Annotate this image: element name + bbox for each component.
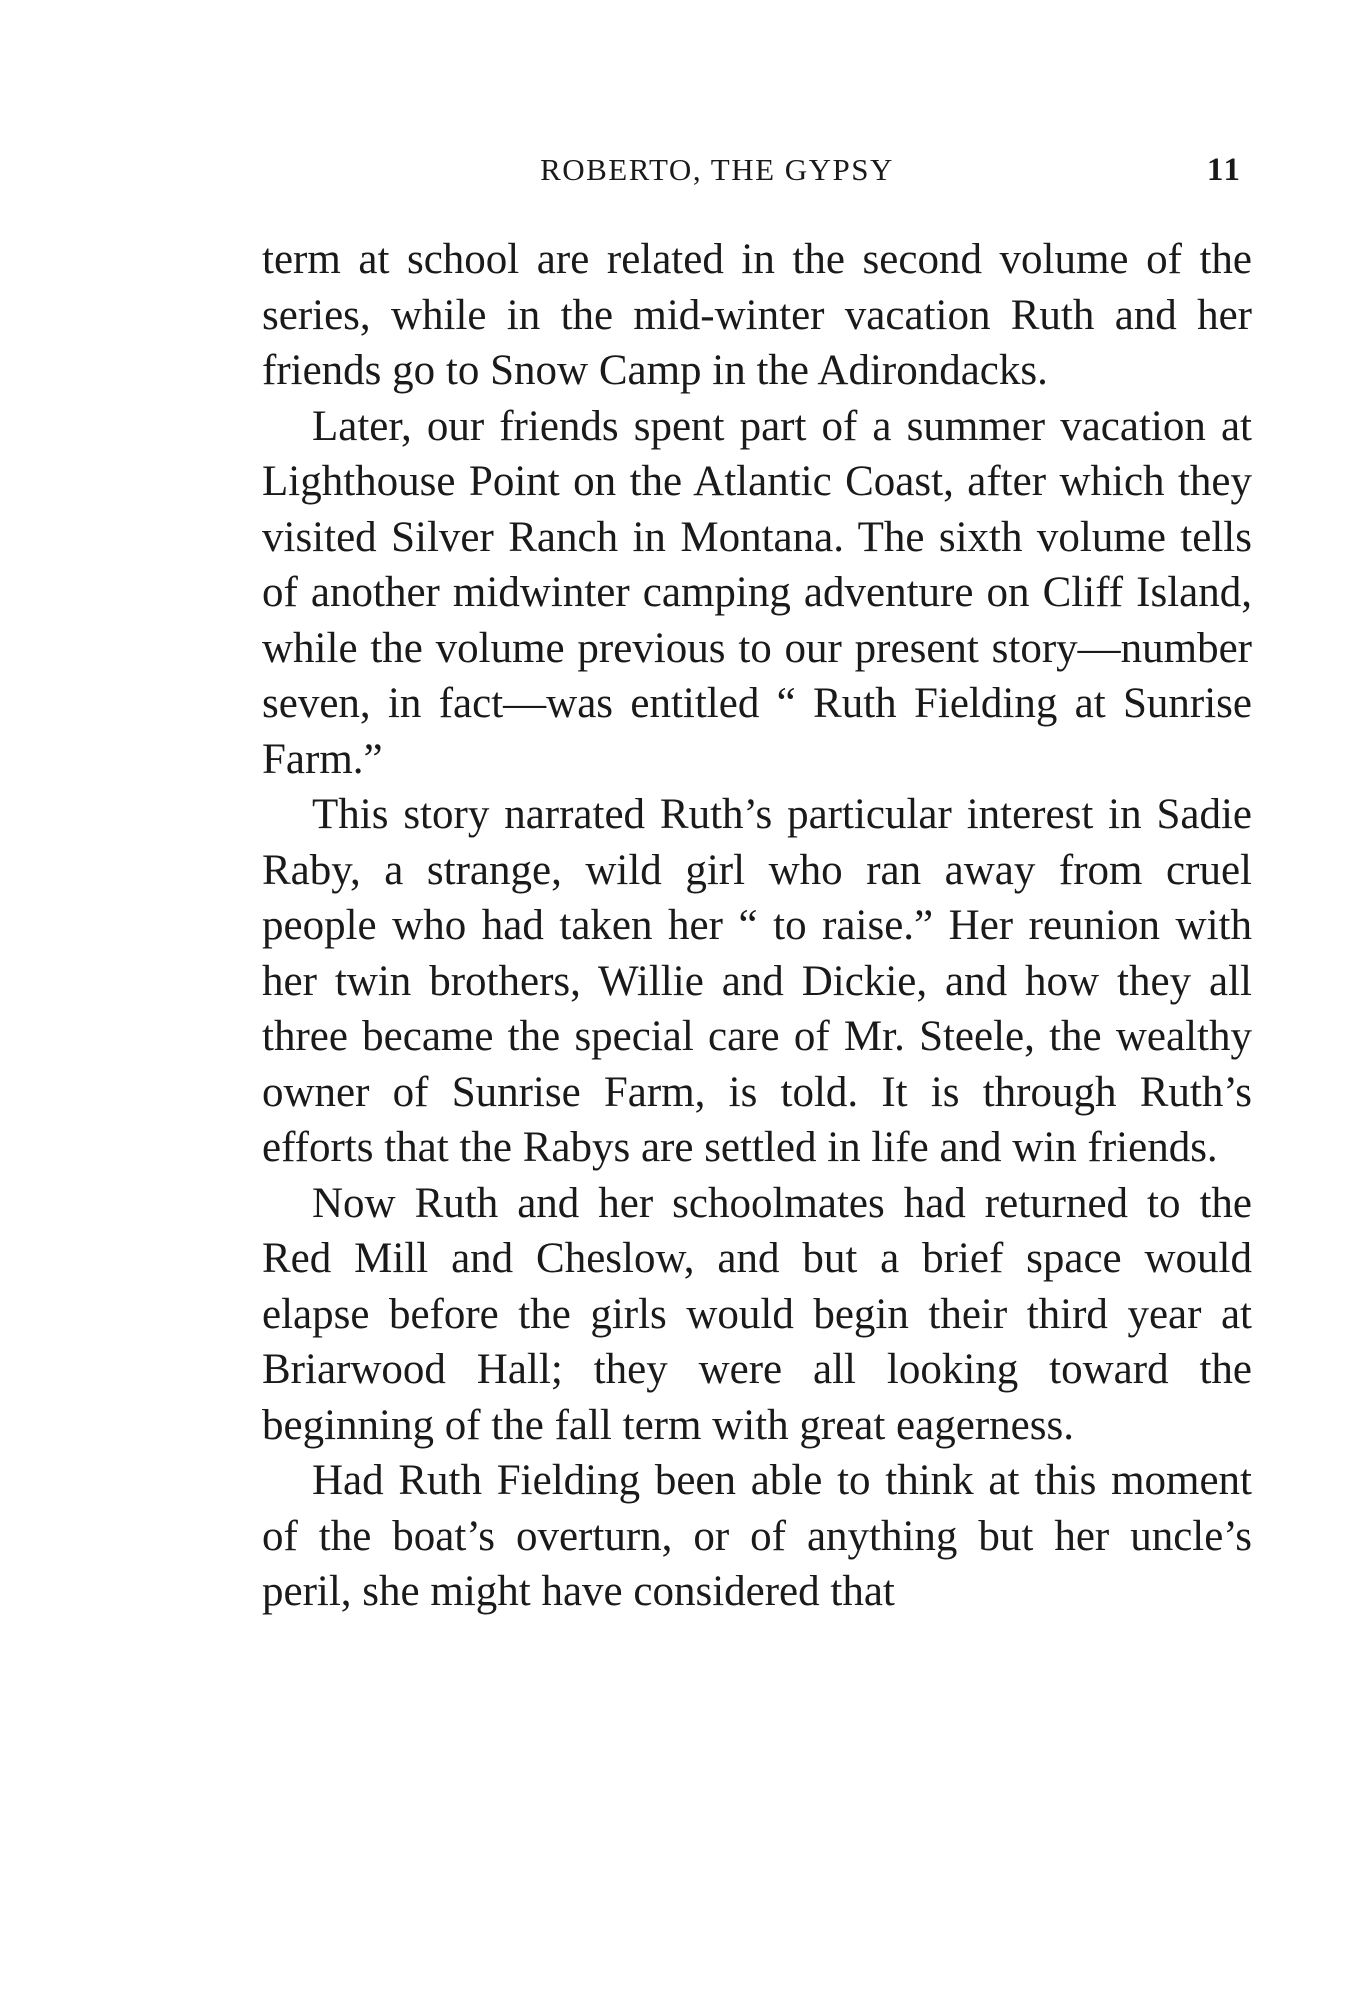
running-head bbox=[262, 150, 1242, 190]
body-text bbox=[262, 232, 1252, 1620]
paragraph-continued: term at school are related in the second volume of the series, while in the mid-winter vacation Ruth and her friends go to Snow Camp in the Adirondacks. bbox=[262, 236, 1252, 394]
paragraph: Now Ruth and her schoolmates had returned to the Red Mill and Cheslow, and but a brief space would elapse before the girls would begin their third year at Briarwood Hall; they were all looking toward the beginning of the fall term with great eagerness. bbox=[262, 1179, 1252, 1449]
paragraph: This story narrated Ruth’s particular interest in Sadie Raby, a strange, wild girl who ran away from cruel people who had taken her “ to raise.” Her reunion with her twin brothers, Willie and Dickie, and how they all three became the special care of Mr. Steele, the wealthy owner of Sunrise Farm, is told. It is through Ruth’s efforts that the Rabys are settled in life and win friends. bbox=[262, 791, 1252, 1171]
running-title: ROBERTO, THE GYPSY bbox=[540, 152, 894, 187]
paragraph: Had Ruth Fielding been able to think at this moment of the boat’s overturn, or of anything but her uncle’s peril, she might have considered that bbox=[262, 1457, 1252, 1615]
paragraph: Later, our friends spent part of a summer vacation at Lighthouse Point on the Atlantic Coast, after which they visited Silver Ranch in Montana. The sixth volume tells of another midwinter camping adventure on Cliff Island, while the volume previous to our present story—number seven, in fact—was entitled “ Ruth Fielding at Sunrise Farm.” bbox=[262, 402, 1252, 783]
page-number: 11 bbox=[1206, 152, 1242, 188]
